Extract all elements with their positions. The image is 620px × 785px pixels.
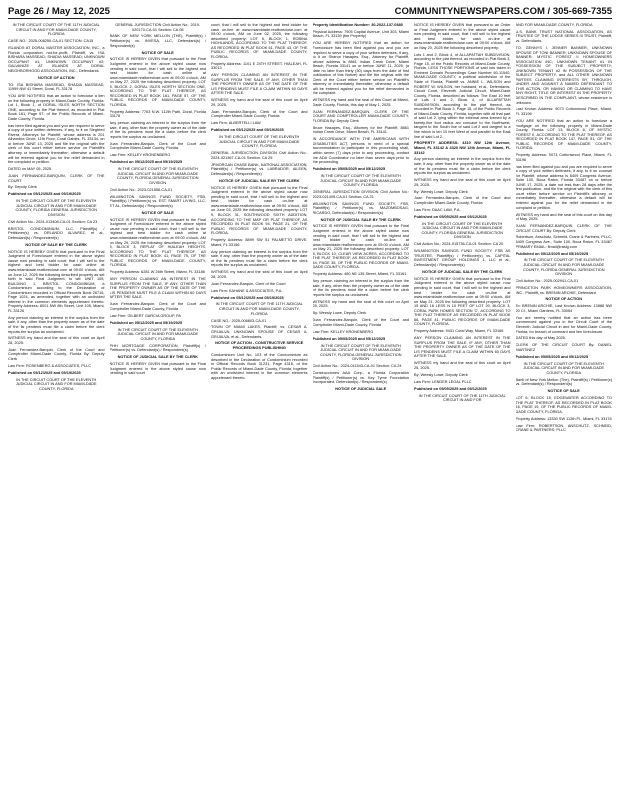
notice-paragraph: Property Identification Number: 30-2022-137-0880	[312, 23, 403, 27]
notice-paragraph: PRINCETON PARK HOMEOWNERS ASSOCIATION, INC., Plaintiff, vs. BRENIN ARCHIE, Defendant.	[515, 285, 612, 295]
notice-paragraph: Published on 05/05/2025 and 05/12/2025	[414, 386, 487, 391]
page-header	[8, 4, 612, 19]
notice-heading: IN THE CIRCUIT COURT OF THE ELEVENTH JUDICIAL CIRCUIT IN AND FOR MIAMI-DADE COUNTY, FLORIDA	[117, 327, 199, 341]
notice-paragraph: court, that I will sell to the highest and best bidder for cash on-line at www.miamidade.realforeclose.com at 09:00 o'clock, AM on June 02, 2025, the following described property: LOT 5, BLOCK 1, ROBINA HIGHLANDS, ACCORDING TO THE PLAT THEREOF, AS RECORDED IN PLAT BOOK 61, PAGE 43, OF THE PUBLIC RECORDS OF MIAMI-DADE COUNTY, FLORIDA.	[211, 23, 308, 59]
notice-paragraph: Lots 1 and 2, Block 4, of ALLAPATTAH SUBDIVISION, according to the plat thereof, as recorded in Plat Book 3, Page 15, of the Public Records of Miami-Dade County, Florida, LESS THOSE PORTIONS of said lots taken in Eminent Domain Proceedings Case Number 60-11540, MIAMI-DADE COUNTY, a political subdivision of the State of Florida, Plaintiff vs. ANNIE L. WILSON and ROBERT W. WILSON, her husband, et al., Defendants, Circuit Court, Eleventh Judicial Circuit, Miami-Dade County, Florida, described as follows: The East 10 feet of Lots 1 and 2, Block 4, of ALLAPATTAH SUBDIVISION, according to the plat thereof, as recorded in Plat Book 3, Page 15, of the Public Records of Miami-Dade County, Florida, together with all that part of said Lot 2, lying within the external area formed by a twenty-five foot radius arc concave to the Northwest, tangent to the South line of said Lot 2 and tangent to a line which is ten 10 feet West of and parallel to the East line of said Lot 2.	[414, 52, 511, 139]
notice-paragraph: WILMINGTON SAVINGS FUND SOCIETY, FSB, Plaintiff(s) / Petitioner(s) vs. EST. SMART LIVING, LLC, ET AL, Defendant(s) / Respondent(s)	[109, 194, 206, 208]
notice-paragraph: IN ACCORDANCE WITH THE AMERICANS WITH DISABILITIES ACT, persons in need of a special accommodation to participate in this proceeding shall, within seven (7) days prior to any proceeding, contact the ADA Coordinator no later than seven days prior to the proceeding.	[312, 137, 409, 165]
notice-paragraph: NOTICE IS HEREBY GIVEN that pursuant to the Final Judgment entered in the above styled cause now pending in said court	[109, 362, 206, 376]
notice-paragraph: To: BRENIN ARCHIE, Last Known Address: 13888 NW 20 Ct., Miami Gardens, FL 33054	[515, 304, 612, 313]
notice-paragraph: By: Deputy Clerk	[8, 185, 37, 190]
notice-column	[516, 23, 613, 783]
notice-paragraph: BRISTOL CONDOMINIUM, LLC, Plaintiff(s) / Petitioner(s) vs. ORLANDO ALVAREZ, et al., Defendant(s) / Respondent(s)	[8, 226, 105, 240]
notice-paragraph: Civil Action No.: 2023-021556-CA-01	[109, 187, 173, 192]
notice-column	[414, 23, 511, 783]
notice-paragraph: Law Firm: KAHANE & ASSOCIATES, P.A.	[211, 288, 283, 293]
notice-paragraph: WITNESS my hand and the seal of this court on April 25, 2025.	[414, 178, 511, 187]
notice-paragraph: JUAN FERNANDEZ-BARQUIN CLERK OF THE CIRCUIT COURT By: Deputy Clerk	[515, 224, 612, 233]
notice-paragraph: Juan Fernandez-Barquin, Clerk of the Court and Comptroller Miami-Dade County, Florida	[312, 318, 409, 327]
notice-paragraph: DATED on MAY 05, 2025	[8, 167, 52, 172]
notice-paragraph: NOTICE IS HEREBY GIVEN that pursuant to the Final Judgment entered in the above styled cause now pending in said court, that I will sell to the highest and best bidder for cash on-line at www.miamidade.realforeclose.com at 09:00 o'clock, AM on June 03, 2025 the following described property: LOT 9, BLOCK 31, SOUTHWOOD SIXTH ADDITION, ACCORDING TO THE MAP OR PLAT THEREOF, AS RECORDED IN PLAT BOOK 94, PAGE 21, OF THE PUBLIC RECORDS OF MIAMI-DADE COUNTY, FLORIDA.	[211, 185, 308, 236]
notice-heading: NOTICE OF JUDICIAL SALE BY THE CLERK	[117, 355, 198, 360]
notice-heading: NOTICE OF SALE	[141, 210, 174, 215]
notice-paragraph: Published on 05/12/2025 and 05/19/2025	[211, 295, 284, 300]
notice-paragraph: Published on 05/05/2025 and 05/12/2025	[312, 336, 386, 341]
notice-paragraph: TO: GENNYS I. JENNER BANNER, UNKNOWN SPOUSE OF TONI BANNER; UNKNOWN SPOUSE OF BANNER; MYSTIC FOREST II HOMEOWNERS ASSOCIATION INC; UNKNOWN TENANT #1 IN POSSESSION OF THE SUBJECT PROPERTY; UNKNOWN TENANT #2 IN POSSESSION OF THE SUBJECT PROPERTY, and ALL OTHER UNKNOWN PARTIES CLAIMING INTERESTS BY, THROUGH, UNDER AND AGAINST A NAMED DEFENDANT TO THIS ACTION, OR HAVING OR CLAIMING TO HAVE ANY RIGHT, TITLE OR INTEREST IN THE PROPERTY DESCRIBED IN THE COMPLAINT, whose residence is unknown.	[515, 45, 612, 105]
notice-paragraph: NOTICE IS HEREBY GIVEN that pursuant to the Final Judgment of Foreclosure entered in the above styled cause now pending in said court, that I will sell to the highest and best bidder for cash online at www.miamidade.realforeclose.com at 09:00 o'clock, AM on June 12, 2025 the following described property as set forth in said Final Judgment, to wit: UNIT 105, BUILDING 1, BRISTOL CONDOMINIUM, a Condominium according to the Declaration of Condominium recorded in Official Records Book 26715, Page 1024, as amended, together with an undivided interest in the common elements appurtenant thereto. Property Address: 8001 NW 8th Street, Unit 105, Miami, FL 33126	[8, 249, 105, 313]
notice-paragraph: Property Address: 1101 E 24TH STREET, HIALEAH, FL 33013	[211, 61, 308, 71]
site-and-phone: COMMUNITYNEWSPAPERS.COM / 305-669-7355	[394, 5, 612, 17]
notice-paragraph: ISLANDS AT DORAL MASTER ASSOCIATION, INC., a Florida corporation not-for-profit, Plaintiff, vs. ISA BISHARA MASSEAD; SHADIA MASSEAD; UNKNOWN OCCUPANT #1; UNKNOWN OCCUPANT #2; GALVANIZE AT ISLANDS AT DORAL NEIGHBORHOOD ASSOCIATION, INC., Defendants.	[8, 45, 105, 73]
notice-paragraph: Juan Fernandez-Barquin, Clerk of the Court and Comptroller Miami-Dade County, Florida By: Deputy Clerk	[8, 347, 105, 362]
notice-paragraph: ANY PERSON CLAIMING AN INTEREST IN THE SURPLUS FROM THE SALE, IF ANY, OTHER THAN THE PROPERTY OWNER AS OF THE DATE OF THE LIS PENDENS MUST FILE A CLAIM WITHIN 60 DAYS AFTER THE SALE.	[109, 277, 206, 300]
notice-paragraph: Published on 05/12/2025 and 05/19/2025	[8, 192, 81, 197]
notice-heading: IN THE CIRCUIT COURT OF THE ELEVENTH JUDICIAL CIRCUIT IN AND FOR MIAMI-DADE COUNTY, FLORIDA GENERAL JURISDICTION DIVISION	[522, 258, 605, 277]
notice-paragraph: Civil Action No.: 2024-013408-CA-01 Section: CA 23	[8, 219, 98, 224]
notice-paragraph: Law Firm: GILBERT GARCIA GROUP, PA	[109, 313, 181, 318]
notice-column	[313, 23, 410, 783]
notice-paragraph: LOT 6, BLOCK 15, EDGEWATER ACCORDING TO THE PLAT THEREOF, AS RECORDED IN PLAT BOOK 16, PAGE 19, OF THE PUBLIC RECORDS OF MIAMI-DADE COUNTY, FLORIDA.	[515, 396, 612, 414]
notice-paragraph: CASE NO.: 2025-006803-CA-01	[211, 318, 267, 323]
notice-paragraph: You are hereby notified that an action has been commenced against you in the Circuit Court of the Eleventh Judicial Circuit in and for Miami-Dade County, Florida, for breach of covenant and lien foreclosure.	[515, 315, 612, 334]
notice-paragraph: Property Address: 9073 Cottonwood Place, Miami, FL 33196	[515, 153, 612, 162]
notice-paragraph: WITNESS my hand and the seal of this court on April 25, 2025.	[414, 361, 511, 370]
notice-paragraph: Any person claiming an interest in the surplus from the sale, if any, other than the property owner as of the date of the lis pendens must file a claim before the clerk reports the surplus as unclaimed.	[109, 121, 206, 139]
notice-heading: NOTICE OF SALE BY THE CLERK	[25, 242, 88, 247]
notice-paragraph: Published on 05/05/2025 and 05/12/2025	[515, 354, 589, 359]
notice-paragraph: WILMINGTON SAVINGS FUND SOCIETY, FSB, Plaintiff(s) / Petitioner(s) vs. MAZOMBOSAG, RICARDO, Defendant(s) / Respondent(s)	[312, 201, 409, 215]
notice-heading: NOTICE OF JUDICIAL SALE	[335, 387, 387, 392]
notice-paragraph: YOU ARE NOTIFIED that an action to foreclose a mortgage on the following property in Miami-Dade County, Florida: LOT 13, BLOCK 6, OF MYSTIC FOREST II, ACCORDING TO THE PLAT THEREOF, AS RECORDED IN PLAT BOOK 147, PAGE 51, OF THE PUBLIC RECORDS OF MIAMI-DADE COUNTY, FLORIDA.	[515, 118, 612, 151]
notice-paragraph: Juan Fernandez-Barquin, Clerk of the Court	[211, 281, 286, 286]
notice-paragraph: Juan Fernandez-Barquin, Clerk of the Court and Comptroller Miami-Dade County, Florida	[109, 141, 206, 151]
notice-paragraph: WITNESS my hand and the seal of this Court at Miami-Dade County, Florida, this day of May 1, 2025.	[312, 98, 409, 107]
notice-heading: IN THE CIRCUIT COURT OF THE ELEVENTH JUDICIAL CIRCUIT IN AND FOR MIAMI-DADE COUNTY, FLORIDA	[320, 173, 402, 188]
notice-paragraph: Any person claiming an interest in the surplus from the sale, if any, other than the property owner as of the date of the lis pendens must file a claim before the clerk reports the surplus as unclaimed.	[312, 279, 409, 297]
page-number-date: Page 26 / May 12, 2025	[8, 5, 110, 17]
notice-paragraph: NOTICE IS HEREBY GIVEN that pursuant to an Order or Final Judgment entered in the above styled cause now pending in said court, that I will sell to the highest and best bidder for cash on-line at www.miamidade.realforeclose.com at 09:00 o'clock, AM on May 20, 2025 the following described property:	[414, 23, 511, 50]
notice-paragraph: Property Address: 480 NE 135 Street, Miami, FL 33161	[312, 272, 407, 277]
notice-paragraph: Law Firm: ROSENBERG & ASSOCIATES, PLLC	[8, 363, 92, 368]
notice-paragraph: Juan Fernandez-Barquin, Clerk of the Court and Comptroller Miami-Dade County, Florida	[211, 109, 308, 119]
notice-paragraph: NOTICE IS HEREBY GIVEN that pursuant to the Final Judgment entered in the above styled cause now pending in said court, that I will sell to the highest and best bidder for cash online at www.miamidade.realforeclose.com at 09:00 o'clock, AM on May 27, 2025 the following described property: LOT 8, BLOCK 2, DORAL ISLES NORTH SECTION ONE, ACCORDING TO THE PLAT THEREOF, AS RECORDED IN PLAT BOOK 161, PAGE 57, OF THE PUBLIC RECORDS OF MIAMI-DADE COUNTY, FLORIDA.	[109, 57, 206, 107]
legal-notice-columns	[8, 23, 612, 783]
notice-paragraph: Property Address: 6281 W 26th Street, Miami, FL 33186	[109, 270, 205, 275]
notice-paragraph: Property Address: 7763 N.W. 112th Path, Doral, Florida 33178	[109, 109, 206, 119]
notice-paragraph: WITNESS my hand and the seal of this court on April 29, 2025.	[211, 98, 308, 107]
notice-heading: NOTICE OF JUDICIAL SALE BY THE CLERK	[422, 269, 503, 274]
notice-heading: IN THE CIRCUIT COURT OF THE ELEVENTH JUDICIAL CIRCUIT IN AND FOR MIAMI-DADE COUNTY, FLORIDA	[218, 135, 300, 149]
notice-paragraph: Property Address: 9431 Coral Way, Miami, FL 33165	[414, 329, 504, 334]
notice-paragraph: Published on 05/05/2025 and 05/12/2025	[414, 214, 487, 219]
notice-paragraph: Published on 05/05/2025 and 05/12/2025	[312, 167, 386, 172]
notice-paragraph: CASE NO.: 2025-008250-CA-01 SECTION: CA15	[8, 39, 94, 44]
notice-heading: IN THE CIRCUIT COURT OF THE ELEVENTH JUDICIAL CIRCUIT IN AND FOR MIAMI-DADE COUNTY, FLORIDA GENERAL JURISDICTION DIVISION	[421, 221, 504, 240]
notice-paragraph: Published on 05/12/2025 and 05/19/2025	[109, 160, 183, 165]
notice-paragraph: Any person claiming an interest in the surplus from the sale, if any, other than the property owner as of the date of the lis pendens must file a claim before the clerk reports the surplus as unclaimed.	[211, 249, 308, 268]
notice-paragraph: Published on 05/12/2025 and 05/19/2025	[8, 370, 81, 375]
notice-paragraph: TO: ISA BISHARA MASSEAD, SHADIA MASSEAD, 11959 NW 41 Street, Doral, FL 33178	[8, 82, 105, 92]
notice-paragraph: NOTICE IS HEREBY GIVEN that pursuant to the Final Judgment entered in the above styled cause now pending in said court, that I will sell to the highest and best bidder for cash on-line at www.miamidade.realforeclose.com at 09:00 o'clock, AM on May 21, 2025 the following described property: LOT 8, BLOCK 10, CLEAR VIEW ACRES, ACCORDING TO THE PLAT THEREOF, AS RECORDED IN PLAT BOOK 44, PAGE 35, OF THE PUBLIC RECORDS OF MIAMI-DADE COUNTY, FLORIDA.	[312, 224, 409, 270]
notice-heading: IN THE CIRCUIT COURT OF THE ELEVENTH JUDICIAL CIRCUIT IN AND FOR MIAMI-DADE COUNTY, FLORIDA GENERAL JURISDICTION DIVISION	[319, 343, 402, 362]
notice-paragraph: Law Firm: ROBERTSON, ANSCHUTZ, SCHNEID, CRANE & PARTNERS, PLLC	[515, 423, 612, 433]
notice-paragraph: GENERAL JURISDICTION DIVISION Civil Action No.: 2023-021409-CA-01 Section: CA 31	[312, 190, 409, 199]
notice-heading: IN THE CIRCUIT COURT OF THE ELEVENTH JUDICIAL CIRCUIT IN AND FOR MIAMI-DADE COUNTY, FLORIDA	[15, 377, 97, 391]
notice-paragraph: has been filed against you and you are required to serve a copy of your written defenses, if any, to it on counsel for Plaintiff, whose address is 6409 Congress Avenue, Suite 100, Boca Raton, Florida 33487 on or before JUNE 17, 2025, a date not less than 28 days after the first publication, and file the original with the clerk of this court either before service on Plaintiff's attorney or immediately thereafter; otherwise a default will be entered against you for the relief demanded in the complaint or petition.	[515, 164, 612, 210]
notice-heading: NOTICE OF SALE	[547, 389, 580, 394]
notice-paragraph: Bruce Hasapes, Esq., Attorney for the Plaintiff, 8861 Indian Creek Drive, Miami Beach, FL 33141	[312, 125, 409, 135]
notice-heading: IN THE CIRCUIT COURT OF THE 11TH JUDICIAL CIRCUIT IN AND FOR MIAMI-DADE COUNTY, FLORIDA	[12, 23, 100, 37]
notice-paragraph: Published on 05/12/2025 and 05/19/2025	[211, 128, 284, 133]
notice-paragraph: NOTICE IS HEREBY GIVEN that pursuant to the Final Judgment of Foreclosure entered in the above styled cause now pending in said court, that I will sell to the highest and best bidder for cash online at www.miamidade.realforeclose.com at 09:00 o'clock, AM on May 29, 2025 the following described property: LOT 5, BLOCK 3, REPLAT OF HIALEAH HEIGHTS, ACCORDING TO THE PLAT THEREOF, AS RECORDED IN PLAT BOOK 41, PAGE 75, OF THE PUBLIC RECORDS OF MIAMI-DADE COUNTY, FLORIDA.	[109, 217, 206, 268]
notice-paragraph: U.S. BANK TRUST NATIONAL ASSOCIATION, AS TRUSTEE OF THE LODGE SERIES III TRUST, Plaintiff, vs. Defendants.	[515, 29, 612, 44]
notice-paragraph: Published on 05/12/2025 and 05/19/2025	[515, 251, 589, 256]
notice-paragraph: By: Weesly Lowe, Deputy Clerk	[312, 311, 367, 316]
notice-paragraph: Juan Fernandez-Barquin, Clerk of the Court and Comptroller Miami-Dade County, Florida	[414, 196, 511, 206]
notice-paragraph: JUAN FERNANDEZ-BARQUIN, CLERK OF THE COURT AND COMPTROLLER MIAMI-DADE COUNTY, FLORIDA By: Deputy Clerk	[312, 109, 409, 123]
notice-paragraph: YOU ARE NOTIFIED that an action to foreclose a lien on the following property in Miami-Dade County, Florida: Lot 1, Block 1, of DORAL ISLES NORTH SECTION ONE, according to the Plat thereof, as recorded in Plat Book 161, Page 57, of the Public Records of Miami-Dade County, Florida.	[8, 94, 105, 121]
notice-paragraph: Juan Fernandez-Barquin, Clerk of the Court and Comptroller Miami-Dade County, Florida	[109, 302, 206, 311]
notice-paragraph: WILMINGTON SAVINGS FUND SOCIETY, FSB AS TRUSTEE, Plaintiff(s) / Petitioner(s) vs. CAPITAL INVESTMENT GROUP HOLDINGS 1, LLC et al., Defendant(s) / Respondent(s)	[414, 249, 511, 267]
notice-paragraph: Law Firm: DAAC LAW, P.A.	[414, 207, 461, 212]
notice-heading: IN THE CIRCUIT COURT OF THE ELEVENTH JUDICIAL CIRCUIT IN AND FOR MIAMI-DADE COUNTY, FLORIDA GENERAL JURISDICTION DIVISION	[15, 199, 98, 217]
notice-paragraph: Construcciones AAA Corp., a Florida Corporation Plaintiff(s) / Petitioner(s) vs. Key Tyme Foundation Incorporated, Defendant(s) / Respondent(s)	[312, 371, 409, 385]
notice-paragraph: TOWN OF MIAMI LAKES, Plaintiff, vs. CESAR A. GRIJALVA; UNKNOWN SPOUSE OF CESAR A. GRIJALVA, et al., Defendants.	[211, 325, 308, 339]
notice-paragraph: Civil Action No.: 2024-011543-CA-01 Section: CA 24	[312, 364, 402, 369]
notice-paragraph: Civil Action No.: 2024-015736-CA-01 Section: CA 20	[414, 242, 504, 247]
notice-paragraph: Any person claiming an interest in the surplus from the sale, if any, other than the property owner as of the date of the lis pendens must file a claim before the clerk reports the surplus as unclaimed.	[414, 157, 511, 176]
notice-paragraph: Bank of New York Mellon (The), Plaintiff(s) / Petitioner(s) vs. Defendant(s) / Respondent(s)	[515, 377, 612, 387]
notice-paragraph: JUAN FERNANDEZ-BARQUIN, CLERK OF THE COURT	[8, 173, 105, 183]
notice-heading: IN THE CIRCUIT COURT OF THE ELEVENTH JUDICIAL CIRCUIT IN AND FOR MIAMI-DADE COUNTY, FLORIDA GENERAL JURISDICTION DIVISION	[116, 167, 199, 185]
notice-paragraph: Any person claiming an interest in the surplus from the sale, if any, other than the property owner as of the date of the lis pendens must file a claim before the clerk reports the surplus as unclaimed.	[8, 315, 105, 334]
notice-paragraph: PROPERTY ADDRESS: 4310 NW 12th Avenue, Miami, FL 33142 & 4320 NW 12th Avenue, Miami, FL 33142	[414, 141, 511, 155]
notice-paragraph: Condominium Unit No. 103 of the Condominium as described in the Declaration of Condominium recorded in Official Records Book 31231, Page 4316, of the Public Records of Miami-Dade County, Florida, together with an undivided interest in the common elements appurtenant thereto.	[211, 352, 308, 380]
notice-paragraph: Last Known Address: 9073 Cottonwood Place, Miami, FL 33196	[515, 107, 612, 117]
notice-column	[8, 23, 105, 783]
notice-heading: GENERAL JURISDICTION Civil Action No.: 2019-020170-CA-01 Section: CA 08	[115, 23, 201, 32]
notice-paragraph: YOU ARE HEREBY NOTIFIED that an action for Foreclosure has been filed against you and you are required to serve a copy of your written defenses, if any, to it on Sharon Hasapes, Esq., Attorney for Plaintiff, whose address is 8861 Indian Creek Drive, Miami Beach, Florida 33141 on or before JUNE 11, 2025, (a date no later than thirty (30) days from the date of first publication of this Notice) and file the original with the Clerk of the Court either before service on Plaintiff's attorney or immediately thereafter; otherwise a default will be entered against you for the relief demanded in the complaint.	[312, 41, 409, 96]
notice-paragraph: Law Firm: KELLEY KRONENBERG	[109, 153, 171, 158]
notice-paragraph: Robertson, Anschutz, Schneid, Crane & Partners, PLLC, 6409 Congress Ave., Suite 100, Boca Raton, FL 33487 PRIMARY EMAIL: flmail@raslg.com	[515, 235, 612, 249]
notice-paragraph: CLERK OF THE CIRCUIT COURT By: DANIEL MARTINEZ	[515, 343, 612, 352]
notice-paragraph: Published on 05/12/2025 and 05/19/2025	[109, 320, 183, 325]
notice-column	[110, 23, 207, 783]
notice-paragraph: BANK OF NEW YORK MELLON (THE), Plaintiff(s) / Petitioner(s) vs. INVESA, LLC, Defendant(s) / Respondent(s)	[109, 34, 206, 48]
notice-heading: NOTICE OF ACTION	[545, 297, 583, 302]
notice-paragraph: Civil Action No.: 2025-002941-CA-01	[515, 279, 579, 284]
notice-paragraph: GENERAL JURISDICTION DIVISION Civil Action No.: 2024-021367-CA-01 Section: CA 25	[211, 151, 308, 160]
notice-paragraph: By: Weesly Lowe, Deputy Clerk	[414, 189, 468, 194]
notice-column	[211, 23, 308, 783]
notice-heading: NOTICE OF JUDICIAL SALE BY THE CLERK	[320, 217, 401, 222]
notice-paragraph: Property Address: 8899 SW 51 PALMETTO DRIVE, Miami, FL 33156	[211, 238, 308, 247]
notice-heading: NOTICE OF JUDICIAL SALE BY THE CLERK	[219, 178, 300, 183]
notice-paragraph: DATED this day of May 2025.	[515, 336, 566, 341]
notice-paragraph: WITNESS my hand and the seal of this court on this day of May, 2025.	[515, 212, 612, 222]
notice-heading: NOTICE OF ACTION	[37, 75, 75, 80]
notice-paragraph: NOTICE IS HEREBY GIVEN that pursuant to the Final Judgment entered in the above styled cause now pending in said court, that I will sell to the highest and best bidder for cash on-line at www.miamidade.realforeclose.com at 09:00 o'clock, AM on May 21, 2025 the following described property: LOT 15 AND 16 LESS N 10 FEET OF LOT 20, BLOCK 3, CORAL PARK HOMES SECTION 'C', ACCORDING TO THE PLAT THEREOF AS RECORDED IN PLAT BOOK 66, PAGE 41, PUBLIC RECORDS OF MIAMI-DADE COUNTY, FLORIDA.	[414, 276, 511, 327]
notice-heading: IN THE CIRCUIT COURT OF THE 11TH JUDICIAL CIRCUIT IN AND FOR	[418, 393, 506, 403]
notice-paragraph: Law Firm: KELLEY KRONENBERG	[312, 329, 374, 334]
notice-paragraph: WITNESS my hand and the seal of this court on April 28, 2025.	[8, 336, 105, 345]
notice-paragraph: Law Firm: LENDER LEGAL PLLC	[414, 379, 472, 384]
notice-paragraph: WITNESS my hand and the seal of this court on April 25, 2025.	[312, 299, 409, 309]
notice-paragraph: ANY PERSON CLAIMING AN INTEREST IN THE SURPLUS FROM THE SALE, IF ANY, OTHER THAN THE PROPERTY OWNER AS OF THE DATE OF THE LIS PENDENS MUST FILE A CLAIM WITHIN 60 DAYS AFTER THE SALE.	[211, 73, 308, 96]
notice-heading: IN THE CIRCUIT COURT OF THE ELEVENTH JUDICIAL CIRCUIT IN AND FOR MIAMI-DADE COUNTY, FLORIDA	[523, 361, 605, 375]
notice-heading: NOTICE OF SALE	[141, 50, 174, 55]
notice-paragraph: Law Firm: ALBERTELLI LAW	[211, 121, 261, 126]
notice-heading: NOTICE OF ACTION - CONSTRUCTIVE SERVICE PROCEEDINGS PUBLISHING	[215, 341, 304, 351]
notice-paragraph: JPMORGAN CHASE BANK, NATIONAL ASSOCIATION, Plaintiff(s) / Petitioner(s) vs. LABRADOR, AILEEN, Defendant(s) / Respondent(s)	[211, 162, 308, 176]
notice-paragraph: By: Weesly Lowe, Deputy Clerk	[414, 372, 468, 377]
notice-paragraph: PHH MORTGAGE CORPORATION, Plaintiff(s) / Petitioner(s) vs. Defendant(s) / Respondent(s)	[109, 343, 206, 353]
notice-paragraph: Physical Address: 7905 Capital Avenue, Unit 303, Miami Beach, FL 33139 (the Property)	[312, 29, 409, 39]
notice-paragraph: AND FOR MIAMI-DADE COUNTY, FLORIDA	[515, 23, 593, 27]
notice-paragraph: has been filed against you and you are required to serve a copy of your written defenses, if any, to it on Siegfried Rivera, Attorneys for Plaintiff, whose address is 201 Alhambra Circle, 11th Floor, Coral Gables, FL 33134, on or before JUNE 13, 2025 and file the original with the clerk of this court either before service on Plaintiff's attorney or immediately thereafter; otherwise a default will be entered against you for the relief demanded in the complaint or petition.	[8, 123, 105, 165]
notice-paragraph: Property Address: 13330 SW 112th Pl., Miami, FL 33176	[515, 416, 612, 421]
notice-paragraph: WITNESS my hand and the seal of this court on April 28, 2025.	[211, 270, 308, 279]
notice-paragraph: ANY PERSON CLAIMING AN INTEREST IN THE SURPLUS FROM THE SALE, IF ANY, OTHER THAN THE PROPERTY OWNER AS OF THE DATE OF THE LIS PENDENS MUST FILE A CLAIM WITHIN 60 DAYS AFTER THE SALE.	[414, 336, 511, 359]
notice-heading: IN THE CIRCUIT COURT OF THE 11TH JUDICIAL CIRCUIT IN AND FOR MIAMI-DADE COUNTY, FLORIDA	[215, 302, 303, 316]
